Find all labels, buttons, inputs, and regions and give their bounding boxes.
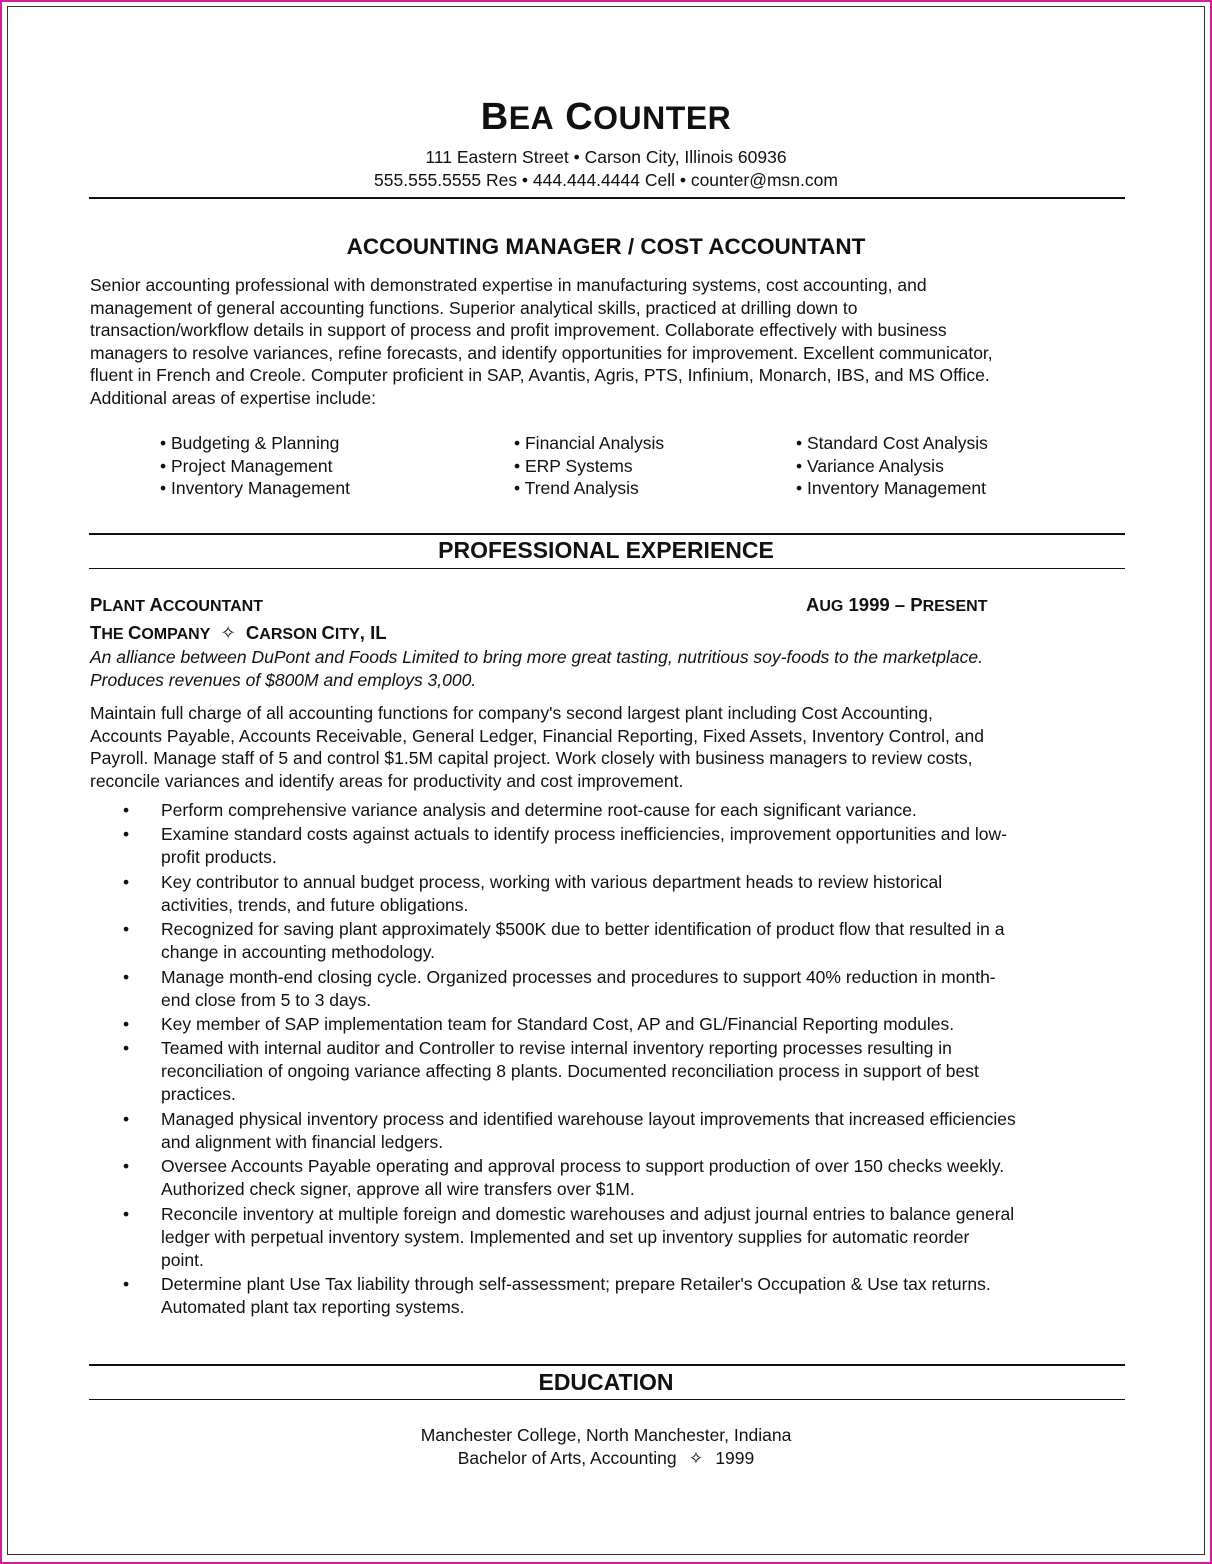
list-item: • Budgeting & Planning: [160, 433, 340, 453]
expertise-column-3: [796, 432, 988, 500]
diamond-icon: ✧: [220, 622, 236, 643]
bullet-icon: •: [123, 1108, 130, 1129]
list-item: • Standard Cost Analysis: [796, 433, 988, 453]
bullet-icon: •: [123, 800, 130, 820]
candidate-name: BEA COUNTER: [480, 96, 732, 138]
bullet-icon: •: [123, 1273, 130, 1294]
list-item: • Managed physical inventory process and identified warehouse layout improvements that increased efficiencies and alignment with financial ledgers.: [123, 1108, 1016, 1152]
diamond-icon: ✧: [688, 1448, 704, 1468]
resume-headline: ACCOUNTING MANAGER / COST ACCOUNTANT: [346, 234, 866, 259]
header-divider: [89, 197, 1125, 199]
contact-address: 111 Eastern Street • Carson City, Illinois 60936: [425, 147, 787, 167]
list-item: • Financial Analysis: [514, 433, 665, 453]
bullet-icon: •: [123, 1013, 130, 1034]
list-item: • Oversee Accounts Payable operating and approval process to support production of over 150 checks weekly. Authorized check signer, approve all wire transfers over $1M.: [123, 1156, 1005, 1200]
bullet-icon: •: [123, 919, 130, 940]
summary-paragraph: Senior accounting professional with demonstrated expertise in manufacturing systems, cost accounting, and management of general accounting functions. Superior analytical skills, practiced at drilling down to transaction/workflow details in support of process and profit improvement. Collaborate effectively with business managers to resolve variances, refine forecasts, and identify opportunities for improvement. Excellent communicator, fluent in French and Creole. Computer proficient in SAP, Avantis, Agris, PTS, Infinium, Monarch, IBS, and MS Office. Additional areas of expertise include:: [90, 275, 993, 408]
list-item: • Project Management: [160, 455, 333, 476]
expertise-column-1: [160, 432, 350, 500]
education-top-divider: [89, 1364, 1125, 1366]
bullet-icon: •: [123, 966, 130, 987]
education-degree: Bachelor of Arts, Accounting ✧ 1999: [457, 1448, 755, 1468]
experience-section-title: PROFESSIONAL EXPERIENCE: [438, 537, 774, 563]
job-title: PLANT ACCOUNTANT: [90, 594, 263, 615]
list-item: • Examine standard costs against actuals to identify process inefficiencies, improvement opportunities and low- profit products.: [123, 824, 1007, 868]
contact-phones-email: 555.555.5555 Res • 444.444.4444 Cell • counter@msn.com: [374, 170, 838, 190]
bullet-icon: •: [123, 1038, 130, 1059]
job-dates: AUG 1999 – PRESENT: [806, 594, 988, 615]
experience-bottom-divider: [89, 568, 1125, 569]
list-item: • Determine plant Use Tax liability through self-assessment; prepare Retailer's Occupation & Use tax returns. Automated plant tax reporting systems.: [123, 1273, 991, 1317]
job-summary: Maintain full charge of all accounting functions for company's second largest plant including Cost Accounting, Accounts Payable, Accounts Receivable, General Ledger, Financial Reporting, Fixed Assets, Inventory Control, and Payroll. Manage staff of 5 and control $1.5M capital project. Work closely with business managers to review costs, reconcile variances and identify areas for productivity and cost improvement.: [90, 703, 984, 791]
company-name-location: THE COMPANY ✧ CARSON CITY, IL: [90, 622, 387, 643]
list-item: • Inventory Management: [796, 478, 986, 498]
bullet-icon: •: [123, 1156, 130, 1177]
list-item: • Teamed with internal auditor and Controller to revise internal inventory reporting processes resulting in reconciliation of ongoing variance affecting 8 plants. Documented reconciliation process in support of best practices.: [123, 1038, 979, 1105]
achievement-list: [90, 799, 1130, 1320]
education-section-title: EDUCATION: [538, 1369, 674, 1395]
bullet-icon: •: [123, 824, 130, 845]
list-item: • Key member of SAP implementation team for Standard Cost, AP and GL/Financial Reporting modules.: [123, 1013, 955, 1034]
list-item: • Variance Analysis: [796, 455, 944, 476]
list-item: • Trend Analysis: [514, 478, 639, 498]
list-item: • Reconcile inventory at multiple foreign and domestic warehouses and adjust journal entries to balance general ledger with perpetual inventory system. Implemented and set up inventory supplies for automatic reorder point.: [123, 1203, 1015, 1270]
list-item: • Manage month-end closing cycle. Organized processes and procedures to support 40% reduction in month- end close from 5 to 3 days.: [123, 966, 996, 1010]
list-item: • Key contributor to annual budget process, working with various department heads to review historical activities, trends, and future obligations.: [123, 871, 943, 915]
expertise-column-2: [514, 432, 664, 500]
list-item: • Perform comprehensive variance analysis and determine root-cause for each significant variance.: [123, 800, 917, 820]
company-description: An alliance between DuPont and Foods Limited to bring more great tasting, nutritious soy-foods to the marketplace. Produces revenues of $800M and employs 3,000.: [90, 647, 983, 690]
bullet-icon: •: [123, 871, 130, 892]
list-item: • Recognized for saving plant approximately $500K due to better identification of product flow that resulted in a change in accounting methodology.: [123, 919, 1005, 963]
list-item: • Inventory Management: [160, 478, 350, 498]
education-school: Manchester College, North Manchester, Indiana: [420, 1425, 792, 1445]
list-item: • ERP Systems: [514, 455, 633, 476]
bullet-icon: •: [123, 1203, 130, 1224]
education-bottom-divider: [89, 1399, 1125, 1400]
